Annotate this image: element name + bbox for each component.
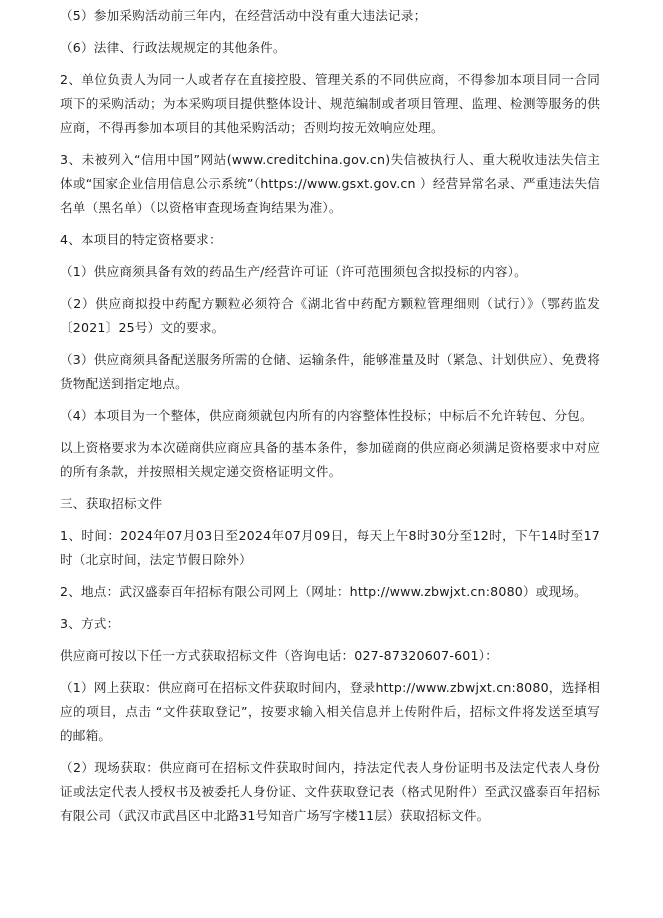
paragraph-6: （1）供应商须具备有效的药品生产/经营许可证（许可范围须包含拟投标的内容）。	[60, 264, 527, 279]
document-body	[60, 0, 600, 836]
paragraph-9: （4）本项目为一个整体，供应商须就包内所有的内容整体性投标；中标后不允许转包、分包。	[60, 408, 593, 423]
paragraph-12: 1、时间：2024年07月03日至2024年07月09日，每天上午8时30分至12时，下午14时至17时（北京时间，法定节假日除外）	[60, 528, 600, 567]
paragraph-3: 2、单位负责人为同一人或者存在直接控股、管理关系的不同供应商，不得参加本项目同一合同项下的采购活动；为本采购项目提供整体设计、规范编制或者项目管理、监理、检测等服务的供应商，不得再参加本项目的其他采购活动；否则均按无效响应处理。	[60, 72, 600, 135]
paragraph-8: （3）供应商须具备配送服务所需的仓储、运输条件，能够准量及时（紧急、计划供应）、免费将货物配送到指定地点。	[60, 352, 600, 391]
paragraph-17: （2）现场获取：供应商可在招标文件获取时间内，持法定代表人身份证明书及法定代表人身份证或法定代表人授权书及被委托人身份证、文件获取登记表（格式见附件）至武汉盛泰百年招标有限公司（武汉市武昌区中北路31号知音广场写字楼11层）获取招标文件。	[60, 760, 600, 823]
paragraph-14: 3、方式：	[60, 616, 120, 631]
paragraph-5: 4、本项目的特定资格要求：	[60, 232, 222, 247]
paragraph-1: （5）参加采购活动前三年内，在经营活动中没有重大违法记录；	[60, 8, 427, 23]
paragraph-7: （2）供应商拟投中药配方颗粒必须符合《湖北省中药配方颗粒管理细则（试行）》（鄂药监发〔2021〕25号）文的要求。	[60, 296, 600, 335]
paragraph-16: （1）网上获取：供应商可在招标文件获取时间内，登录http://www.zbwjxt.cn:8080，选择相应的项目，点击 “文件获取登记”，按要求输入相关信息并上传附件后，招标文件将发送至填写的邮箱。	[60, 680, 600, 743]
section-heading: 三、获取招标文件	[60, 496, 163, 511]
paragraph-15: 供应商可按以下任一方式获取招标文件（咨询电话：027-87320607-601）：	[60, 648, 499, 663]
paragraph-4: 3、未被列入“信用中国”网站(www.creditchina.gov.cn)失信被执行人、重大税收违法失信主体或“国家企业信用信息公示系统”（https://www.gsxt.gov.cn ）经营异常名录、严重违法失信名单（黑名单）（以资格审查现场查询结果为准）。	[60, 152, 600, 215]
paragraph-10: 以上资格要求为本次磋商供应商应具备的基本条件，参加磋商的供应商必须满足资格要求中对应的所有条款，并按照相关规定递交资格证明文件。	[60, 440, 600, 479]
paragraph-2: （6）法律、行政法规规定的其他条件。	[60, 40, 286, 55]
paragraph-13: 2、地点：武汉盛泰百年招标有限公司网上（网址：http://www.zbwjxt.cn:8080）或现场。	[60, 584, 587, 599]
